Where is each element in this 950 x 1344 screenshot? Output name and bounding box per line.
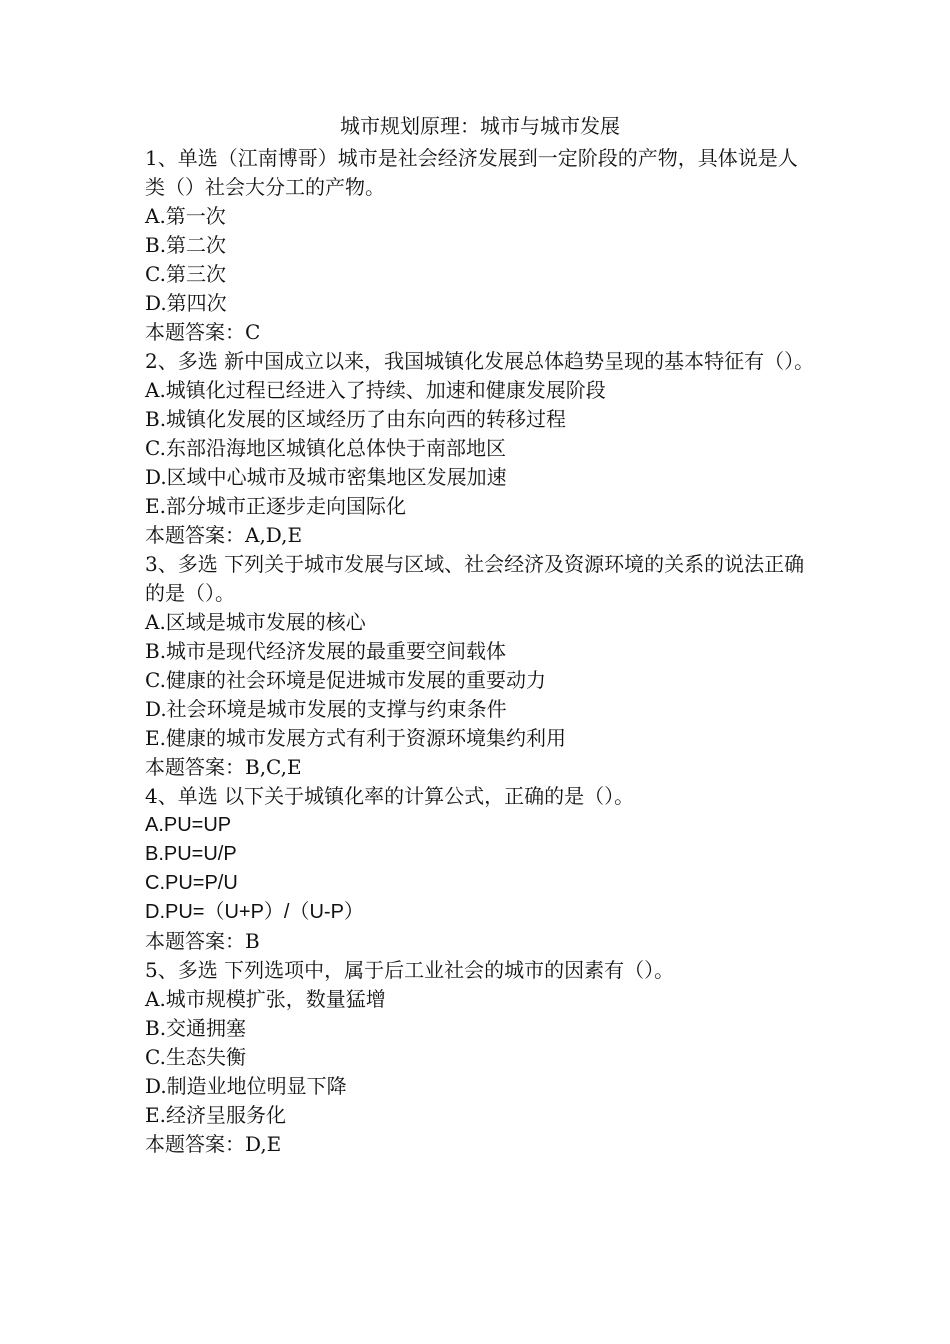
question-1 bbox=[145, 144, 815, 347]
option-d: D.制造业地位明显下降 bbox=[145, 1074, 347, 1098]
option-d: D.PU=（U+P）/（U-P） bbox=[145, 901, 364, 923]
question-3 bbox=[145, 550, 815, 782]
answer-text: 本题答案：A,D,E bbox=[145, 523, 303, 547]
answer-text: 本题答案：B bbox=[145, 929, 260, 953]
option-e: E.部分城市正逐步走向国际化 bbox=[145, 494, 406, 518]
question-2 bbox=[145, 347, 815, 550]
option-a: A.区域是城市发展的核心 bbox=[145, 610, 366, 634]
option-d: D.区域中心城市及城市密集地区发展加速 bbox=[145, 465, 507, 489]
document-content bbox=[145, 108, 815, 1159]
question-stem: 4、单选 以下关于城镇化率的计算公式，正确的是（）。 bbox=[145, 784, 635, 808]
option-d: D.社会环境是城市发展的支撑与约束条件 bbox=[145, 697, 507, 721]
option-b: B.城市是现代经济发展的最重要空间载体 bbox=[145, 639, 507, 663]
question-4 bbox=[145, 782, 815, 956]
option-b: B.交通拥塞 bbox=[145, 1016, 247, 1040]
option-e: E.经济呈服务化 bbox=[145, 1103, 286, 1127]
question-stem: 3、多选 下列关于城市发展与区域、社会经济及资源环境的关系的说法正确的是（）。 bbox=[145, 552, 805, 605]
option-c: C.PU=P/U bbox=[145, 872, 238, 894]
option-a: A.第一次 bbox=[145, 204, 226, 228]
option-b: B.城镇化发展的区域经历了由东向西的转移过程 bbox=[145, 407, 567, 431]
option-e: E.健康的城市发展方式有利于资源环境集约利用 bbox=[145, 726, 566, 750]
option-a: A.城镇化过程已经进入了持续、加速和健康发展阶段 bbox=[145, 378, 606, 402]
option-c: C.生态失衡 bbox=[145, 1045, 246, 1069]
option-c: C.东部沿海地区城镇化总体快于南部地区 bbox=[145, 436, 506, 460]
option-b: B.PU=U/P bbox=[145, 843, 237, 865]
option-a: A.PU=UP bbox=[145, 814, 232, 836]
question-stem: 1、单选（江南博哥）城市是社会经济发展到一定阶段的产物，具体说是人类（）社会大分工的产物。 bbox=[145, 146, 798, 199]
question-stem: 2、多选 新中国成立以来，我国城镇化发展总体趋势呈现的基本特征有（）。 bbox=[145, 349, 815, 373]
answer-text: 本题答案：B,C,E bbox=[145, 755, 302, 779]
question-5 bbox=[145, 956, 815, 1159]
option-c: C.健康的社会环境是促进城市发展的重要动力 bbox=[145, 668, 546, 692]
option-b: B.第二次 bbox=[145, 233, 227, 257]
question-stem: 5、多选 下列选项中，属于后工业社会的城市的因素有（）。 bbox=[145, 958, 675, 982]
answer-text: 本题答案：D,E bbox=[145, 1132, 282, 1156]
document-title: 城市规划原理：城市与城市发展 bbox=[340, 114, 620, 138]
option-c: C.第三次 bbox=[145, 262, 226, 286]
answer-text: 本题答案：C bbox=[145, 320, 261, 344]
option-a: A.城市规模扩张，数量猛增 bbox=[145, 987, 386, 1011]
option-d: D.第四次 bbox=[145, 291, 227, 315]
